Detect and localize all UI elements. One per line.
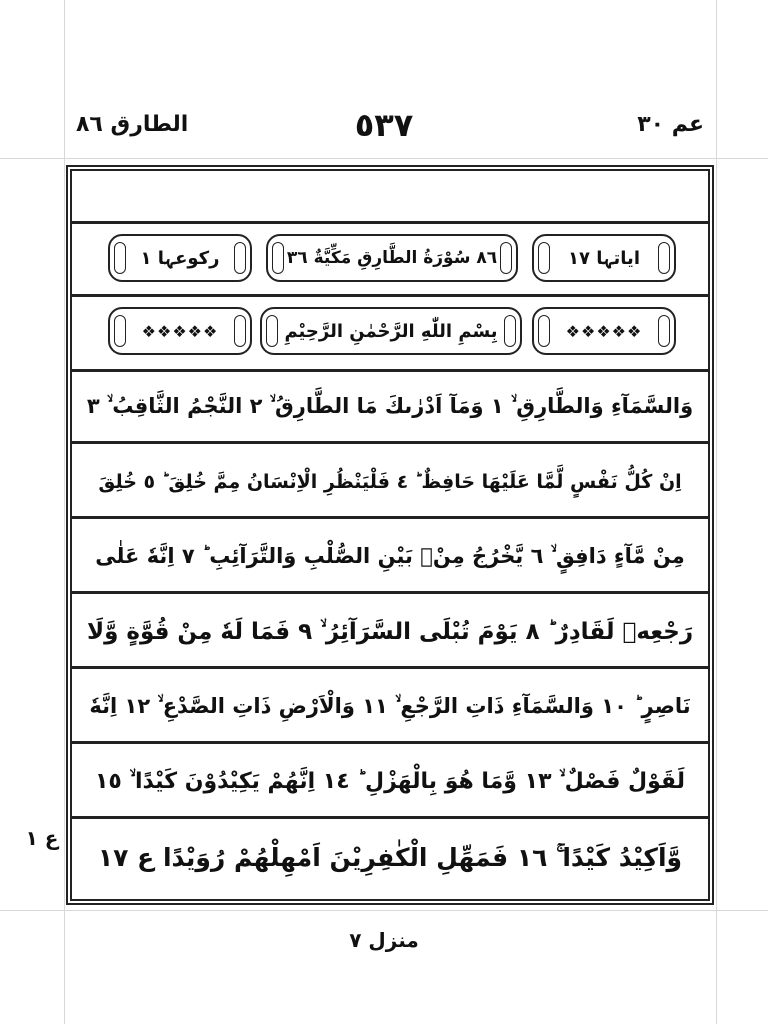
verse-line-7 xyxy=(72,822,708,894)
ruku-count-text: رکوعہا ١ xyxy=(140,247,220,269)
ruku-margin-mark: ع ١ xyxy=(25,826,59,850)
bismillah-text: بِسْمِ اللّٰهِ الرَّحْمٰنِ الرَّحِيْمِ xyxy=(284,320,498,342)
verse-line-4 xyxy=(72,597,708,669)
verse-line-text: نَاصِرٍ ؕ ١٠ وَالسَّمَآءِ ذَاتِ الرَّجْعِ ۙ ١١ وَالْاَرْضِ ذَاتِ الصَّدْعِ ۙ ١٢ اِنَّهٗ xyxy=(89,694,691,718)
surah-header-row xyxy=(72,224,708,297)
quran-page-frame xyxy=(66,165,714,905)
juz-label: عم ٣٠ xyxy=(637,112,704,137)
guide-line-right xyxy=(716,0,717,1024)
surah-title-cartouche xyxy=(266,234,518,282)
ornament-pattern-icon: ❖❖❖❖❖ xyxy=(565,321,643,341)
surah-title-text: ٨٦ سُوْرَةُ الطَّارِقِ مَكِّيَّةٌ ٣٦ xyxy=(286,248,498,268)
verse-line-3 xyxy=(72,522,708,594)
ornament-cartouche-right xyxy=(532,307,676,355)
verse-line-text: وَّاَكِيْدُ كَيْدًا ۚ ١٦ فَمَهِّلِ الْكٰفِرِيْنَ اَمْهِلْهُمْ رُوَيْدًا ع ١٧ xyxy=(97,843,683,872)
verse-line-5 xyxy=(72,672,708,744)
ornament-cartouche-left xyxy=(108,307,252,355)
verse-line-text: مِنْ مَّآءٍ دَافِقٍ ۙ ٦ يَّخْرُجُ مِنْۢ بَيْنِ الصُّلْبِ وَالتَّرَآئِبِ ؕ ٧ اِنَّهٗ عَلٰى xyxy=(95,544,685,568)
surah-name-header: الطارق ٨٦ xyxy=(76,112,189,137)
ayat-count-cartouche xyxy=(532,234,676,282)
guide-line-top xyxy=(0,158,768,159)
guide-line-left xyxy=(64,0,65,1024)
verse-line-2 xyxy=(72,447,708,519)
ayat-count-text: ایاتہا ١٧ xyxy=(567,247,640,269)
verse-line-text: وَالسَّمَآءِ وَالطَّارِقِ ۙ ١ وَمَآ اَدْرٰىكَ مَا الطَّارِقُ ۙ ٢ النَّجْمُ الثَّاقِبُ ۙ ٣ xyxy=(86,394,694,418)
top-blank-row xyxy=(72,171,708,224)
verse-line-6 xyxy=(72,747,708,819)
manzil-footer: منزل ٧ xyxy=(349,928,419,952)
verse-line-text: رَجْعِهٖ لَقَادِرٌ ؕ ٨ يَوْمَ تُبْلَى السَّرَآئِرُ ۙ ٩ فَمَا لَهٗ مِنْ قُوَّةٍ وَّلَا xyxy=(86,618,694,645)
ornament-pattern-icon: ❖❖❖❖❖ xyxy=(141,321,219,341)
bismillah-row xyxy=(72,297,708,372)
verse-line-1 xyxy=(72,372,708,444)
bismillah-cartouche xyxy=(260,307,522,355)
verse-line-text: لَقَوْلٌ فَصْلٌ ۙ ١٣ وَّمَا هُوَ بِالْهَزْلِ ؕ ١٤ اِنَّهُمْ يَكِيْدُوْنَ كَيْدًا ۙ ١٥ xyxy=(95,769,686,794)
ruku-count-cartouche xyxy=(108,234,252,282)
verse-line-text: اِنْ كُلُّ نَفْسٍ لَّمَّا عَلَيْهَا حَافِظٌ ؕ ٤ فَلْيَنْظُرِ الْاِنْسَانُ مِمَّ خُلِقَ ؕ ٥ خُلِقَ xyxy=(98,470,682,493)
page-number: ٥٣٧ xyxy=(354,106,414,144)
guide-line-bottom xyxy=(0,910,768,911)
